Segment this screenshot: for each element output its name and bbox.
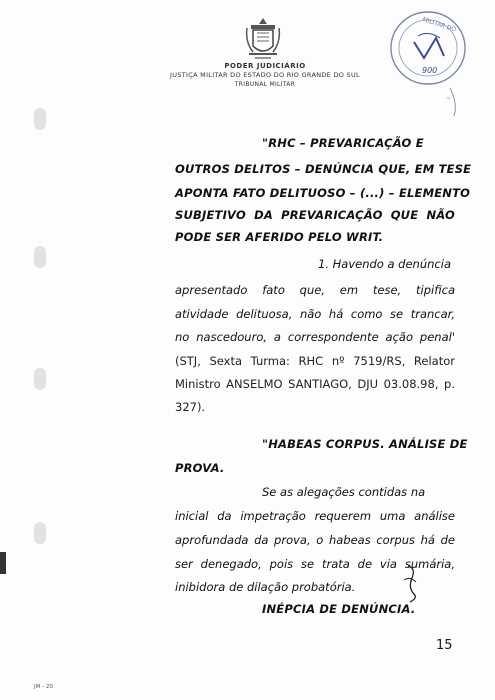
punch-hole — [34, 246, 46, 268]
header-line-2: JUSTIÇA MILITAR DO ESTADO DO RIO GRANDE DO SUL — [170, 71, 360, 79]
quote2-body-line-2: inicial da impetração requerem uma análise — [175, 509, 455, 523]
page-header — [140, 62, 390, 89]
quote2-line-1: "HABEAS CORPUS. ANÁLISE DE — [262, 437, 468, 451]
quote2-body-line-1: Se as alegações contidas na — [262, 485, 426, 499]
scan-edge-mark — [0, 552, 6, 574]
quote2-body-line-4: ser denegado, pois se trata de via sumária, — [175, 557, 455, 571]
signature-initials — [398, 560, 422, 604]
quote1-line-3: APONTA FATO DELITUOSO – (...) – ELEMENTO — [175, 186, 471, 200]
svg-text:~: ~ — [446, 95, 452, 102]
quote1-body-line-4: no nascedouro, a correspondente ação penal' — [175, 330, 455, 344]
quote1-line-4: SUBJETIVO DA PREVARICAÇÃO QUE NÃO — [175, 208, 455, 222]
coat-of-arms-icon — [243, 16, 283, 62]
quote1-body-line-2: apresentado fato que, em tese, tipifica — [175, 283, 455, 297]
quote1-body-line-3: atividade delituosa, não há como se trancar, — [175, 307, 455, 321]
punch-hole — [34, 522, 46, 544]
quote2-body-line-3: aprofundada da prova, o habeas corpus há de — [175, 533, 455, 547]
quote1-line-5: PODE SER AFERIDO PELO WRIT. — [175, 230, 384, 244]
punch-hole — [34, 368, 46, 390]
quote1-line-2: OUTROS DELITOS – DENÚNCIA QUE, EM TESE — [175, 162, 472, 176]
quote1-body-line-1: 1. Havendo a denúncia — [318, 257, 451, 271]
punch-hole — [34, 108, 46, 130]
citation-line-3: 327). — [175, 400, 206, 414]
section-heading: INÉPCIA DE DENÚNCIA. — [262, 602, 416, 616]
header-line-3: TRIBUNAL MILITAR — [234, 81, 296, 88]
page-number: 15 — [436, 638, 453, 653]
quote1-line-1: "RHC – PREVARICAÇÃO E — [262, 136, 424, 150]
form-code: JM - 20 — [34, 684, 53, 690]
citation-line-1: (STJ, Sexta Turma: RHC nº 7519/RS, Relator — [175, 354, 455, 368]
svg-text:MILITAR DO: MILITAR DO — [421, 16, 457, 34]
quote2-line-2: PROVA. — [175, 461, 225, 475]
header-line-1: PODER JUDICIÁRIO — [224, 62, 306, 70]
tribunal-seal-stamp — [384, 8, 472, 118]
svg-text:900: 900 — [422, 66, 438, 75]
citation-line-2: Ministro ANSELMO SANTIAGO, DJU 03.08.98, p. — [175, 377, 455, 391]
quote2-body-line-5: inibidora de dilação probatória. — [175, 580, 356, 594]
